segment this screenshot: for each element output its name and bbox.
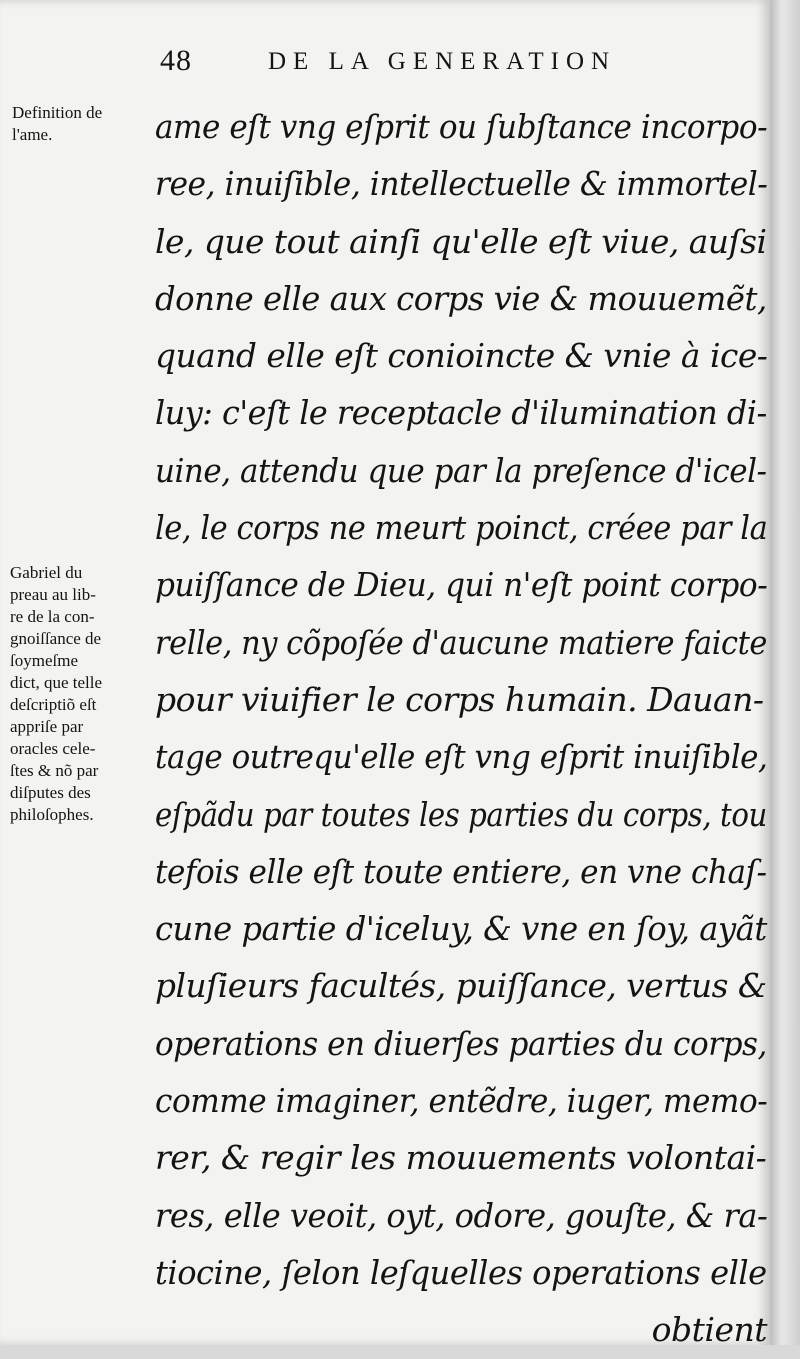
catchword: obtient xyxy=(651,1310,767,1350)
body-line: donne elle aux corps vie & mouuemẽt, xyxy=(155,278,767,318)
body-line: operations en diuerſes parties du corps, xyxy=(155,1023,767,1063)
body-line: quand elle eſt conioincte & vnie à ice- xyxy=(155,336,768,376)
body-line: tiocine, ſelon leſquelles operations elle xyxy=(155,1252,767,1292)
margin-note-line: deſcriptiõ eſt xyxy=(10,695,97,714)
margin-note-line: philoſophes. xyxy=(10,805,94,824)
body-line: pour viuifier le corps humain. Dauan- xyxy=(155,679,764,719)
margin-note-line: ſtes & nõ par xyxy=(10,761,99,780)
margin-note-definition xyxy=(12,102,157,146)
margin-note-line: preau au lib- xyxy=(10,585,96,604)
body-line: ame eſt vng eſprit ou ſubſtance incorpo- xyxy=(155,107,768,146)
body-line: cune partie d'iceluy, & vne en ſoy, ayãt xyxy=(155,909,767,949)
body-line: relle, ny cõpoſée d'aucune matiere faicte xyxy=(155,622,767,662)
body-line: eſpãdu par toutes les parties du corps, tou xyxy=(155,794,767,834)
page-header xyxy=(160,44,760,84)
body-line: res, elle veoit, oyt, odore, gouſte, & ra- xyxy=(155,1195,768,1235)
margin-note-line: appriſe par xyxy=(10,717,84,736)
margin-note-gabriel xyxy=(10,562,155,826)
margin-note-line: diſputes des xyxy=(10,783,91,802)
margin-note-line: gnoiſſance de xyxy=(10,629,102,648)
body-line: comme imaginer, entẽdre, iuger, memo- xyxy=(155,1081,768,1121)
margin-note-line: re de la con- xyxy=(10,607,95,626)
body-line: ree, inuiſible, intellectuelle & immortel- xyxy=(155,164,768,204)
margin-note-line: Gabriel du xyxy=(10,563,83,582)
margin-note-line: Definition de xyxy=(12,103,103,122)
body-line: pluſieurs facultés, puiſſance, vertus & xyxy=(155,966,767,1006)
margin-note-line: dict, que telle xyxy=(10,673,103,692)
page-number: 48 xyxy=(160,44,192,77)
running-head: DE LA GENERATION xyxy=(268,48,617,75)
body-line: tage outrequ'elle eſt vng eſprit inuiſible, xyxy=(155,737,768,777)
margin-note-line: oracles cele- xyxy=(10,739,96,758)
body-line: tefois elle eſt toute entiere, en vne chaſ- xyxy=(155,851,767,891)
margin-note-line: l'ame. xyxy=(12,125,53,144)
book-spine xyxy=(770,0,800,1345)
body-line: luy: c'eſt le receptacle d'ilumination di- xyxy=(155,393,767,433)
body-text xyxy=(155,98,767,1359)
body-line: rer, & regir les mouuements volontai- xyxy=(155,1138,767,1178)
body-line: le, le corps ne meurt poinct, créee par la xyxy=(155,508,768,548)
margin-note-line: ſoymeſme xyxy=(10,651,78,670)
body-line: puiſſance de Dieu, qui n'eſt point corpo- xyxy=(155,565,768,605)
body-line: le, que tout ainſi qu'elle eſt viue, auſsi xyxy=(155,221,767,261)
body-line: uine, attendu que par la preſence d'icel- xyxy=(155,450,767,490)
